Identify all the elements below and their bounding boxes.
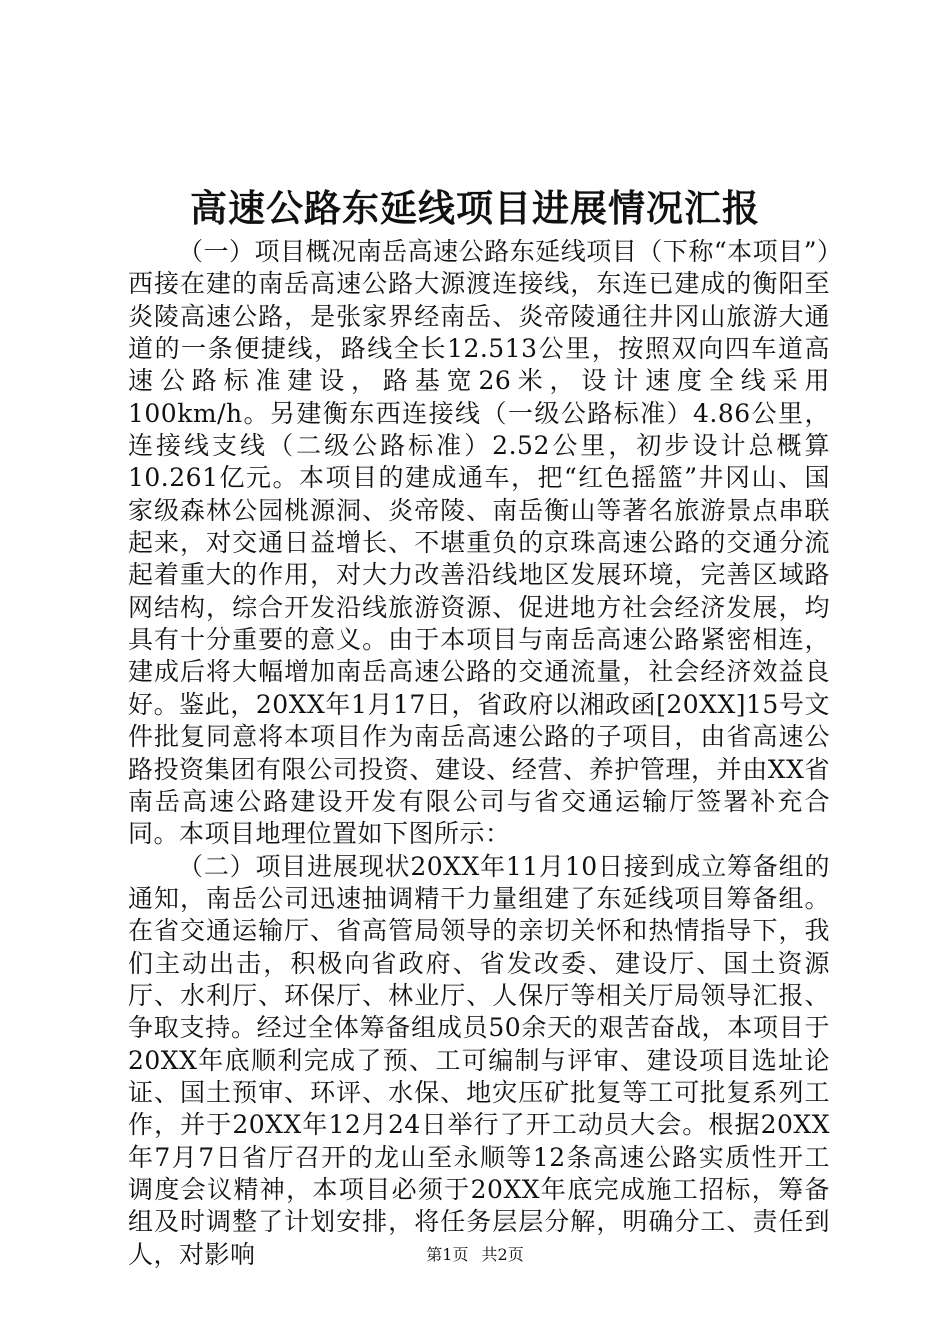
document-title: 高速公路东延线项目进展情况汇报 <box>190 186 760 230</box>
paragraph-project-progress: （二）项目进展现状20XX年11月10日接到成立筹备组的通知，南岳公司迅速抽调精干力量组建了东延线项目筹备组。在省交通运输厅、省高管局领导的亲切关怀和热情指导下，我们主动出击，积极向省政府、省发改委、建设厅、国土资源厅、水利厅、环保厅、林业厅、人保厅等相关厅局领导汇报、争取支持。经过全体筹备组成员50余天的艰苦奋战，本项目于20XX年底顺利完成了预、工可编制与评审、建设项目选址论证、国土预审、环评、水保、地灾压矿批复等工可批复系列工作，并于20XX年12月24日举行了开工动员大会。根据20XX年7月7日省厅召开的龙山至永顺等12条高速公路实质性开工调度会议精神，本项目必须于20XX年底完成施工招标，筹备组及时调整了计划安排，将任务层层分解，明确分工、责任到人，对影响 <box>128 851 830 1269</box>
paragraph-project-overview: （一）项目概况南岳高速公路东延线项目（下称“本项目”）西接在建的南岳高速公路大源渡连接线，东连已建成的衡阳至炎陵高速公路，是张家界经南岳、炎帝陵通往井冈山旅游大通道的一条便捷线，路线全长12.513公里，按照双向四车道高速公路标准建设，路基宽26米，设计速度全线采用100km/h。另建衡东西连接线（一级公路标准）4.86公里，连接线支线（二级公路标准）2.52公里，初步设计总概算10.261亿元。本项目的建成通车，把“红色摇篮”井冈山、国家级森林公园桃源洞、炎帝陵、南岳衡山等著名旅游景点串联起来，对交通日益增长、不堪重负的京珠高速公路的交通分流起着重大的作用，对大力改善沿线地区发展环境，完善区域路网结构，综合开发沿线旅游资源、促进地方社会经济发展，均具有十分重要的意义。由于本项目与南岳高速公路紧密相连，建成后将大幅增加南岳高速公路的交通流量，社会经济效益良好。鉴此，20XX年1月17日，省政府以湘政函[20XX]15号文件批复同意将本项目作为南岳高速公路的子项目，由省高速公路投资集团有限公司投资、建设、经营、养护管理，并由XX省南岳高速公路建设开发有限公司与省交通运输厅签署补充合同。本项目地理位置如下图所示： <box>128 237 830 849</box>
page-total: 共2页 <box>481 1245 524 1264</box>
document-body <box>128 236 830 1271</box>
page-footer <box>0 1244 950 1266</box>
page-number: 第1页 <box>426 1245 469 1264</box>
